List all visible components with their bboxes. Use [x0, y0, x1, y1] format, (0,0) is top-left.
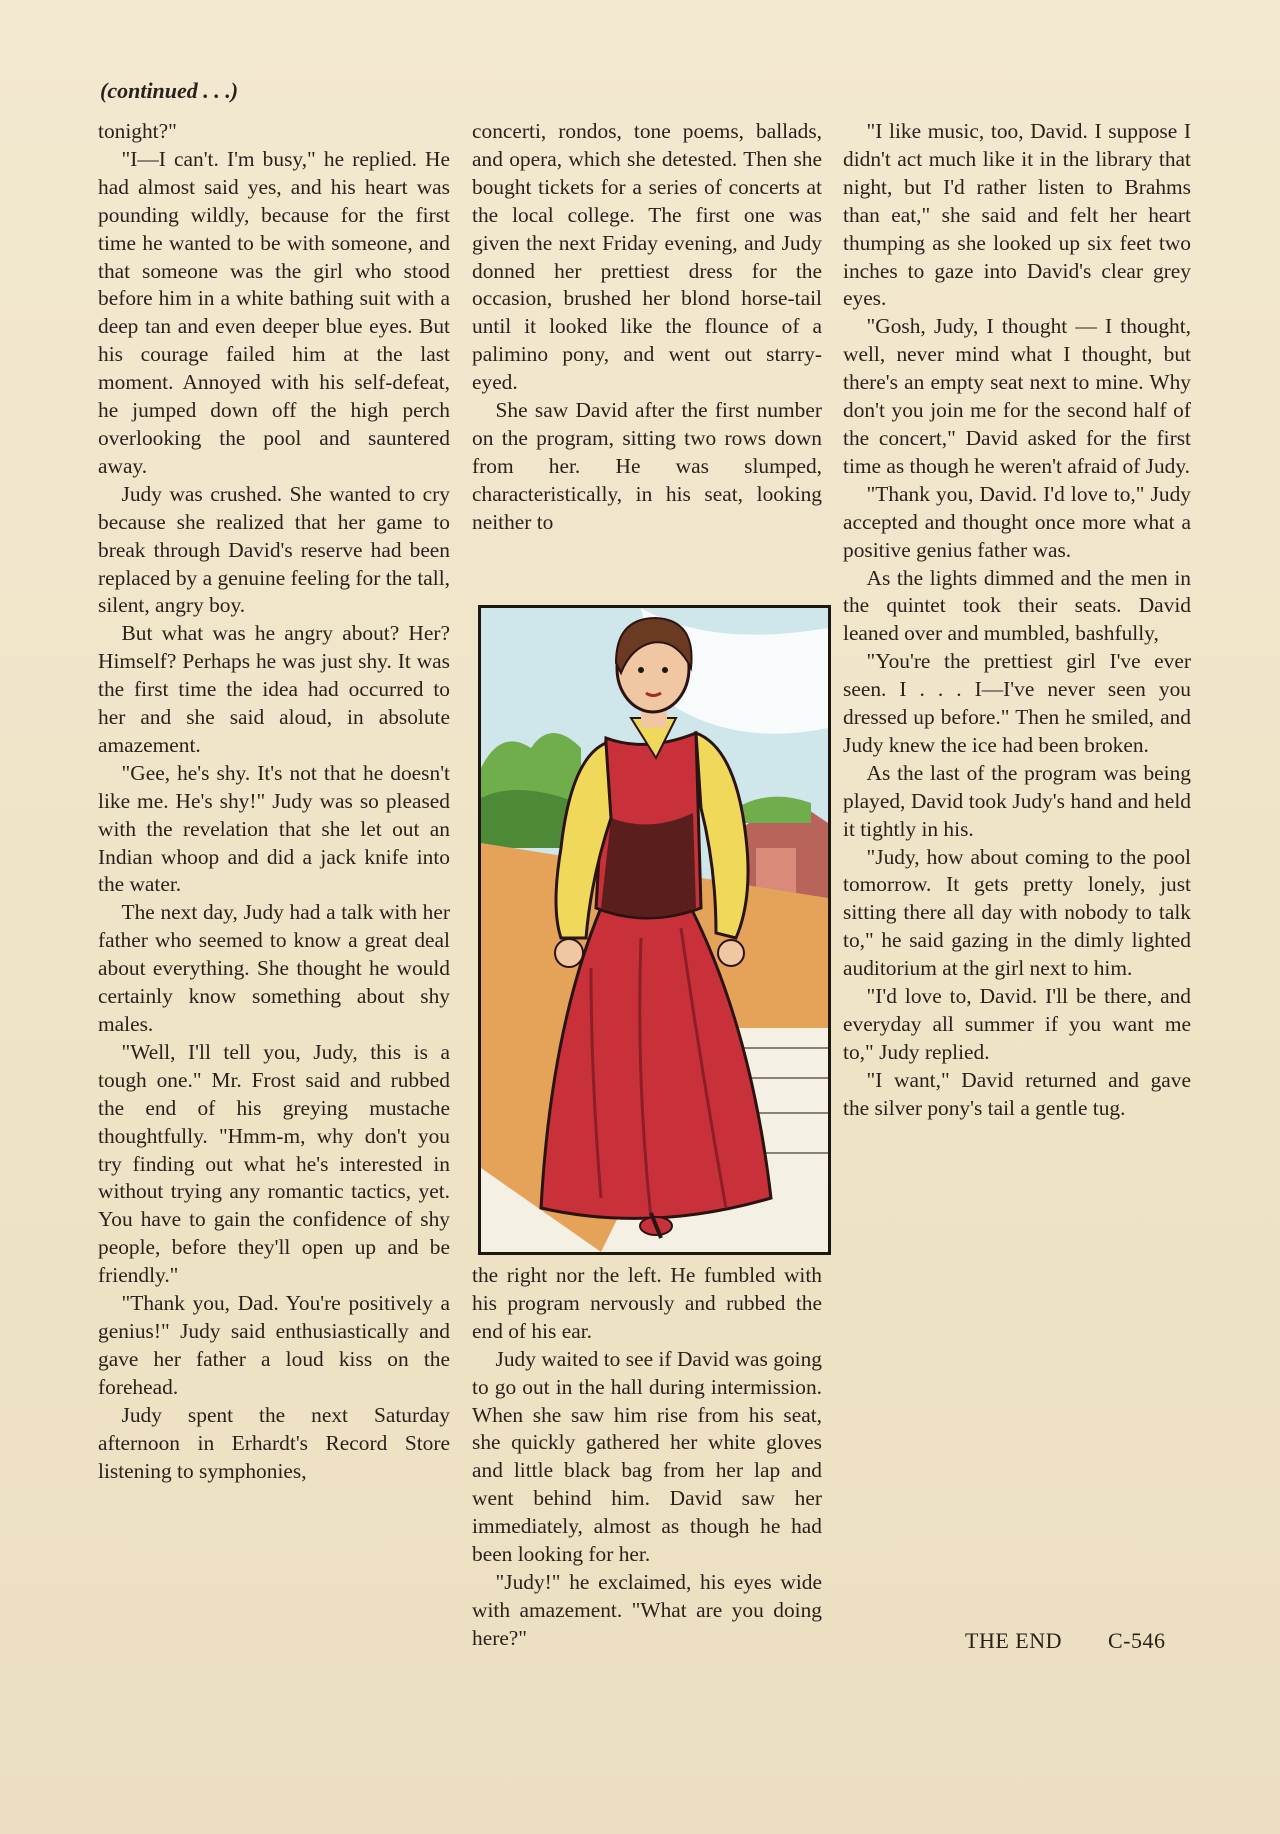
text-column-3 — [843, 118, 1191, 1123]
paragraph: She saw David after the first number on the program, sitting two rows down from her. He was slumped, characteristically, in his seat, looking neither to — [472, 398, 822, 534]
paragraph: The next day, Judy had a talk with her father who seemed to know a great deal about everything. She thought he would certainly know something about shy males. — [98, 900, 450, 1036]
paragraph: "Judy!" he exclaimed, his eyes wide with amazement. "What are you doing here?" — [472, 1569, 822, 1650]
paragraph: "Thank you, David. I'd love to," Judy accepted and thought once more what a positive genius father was. — [843, 481, 1191, 562]
story-code: C-546 — [1107, 1628, 1166, 1653]
paragraph: "I want," David returned and gave the silver pony's tail a gentle tug. — [843, 1067, 1191, 1120]
paragraph: Judy spent the next Saturday afternoon in Erhardt's Record Store listening to symphonies, — [98, 1402, 450, 1483]
story-footer — [965, 1628, 1205, 1654]
paragraph: the right nor the left. He fumbled with his program nervously and rubbed the end of his ear. — [472, 1263, 822, 1343]
girl-walking-illustration — [481, 608, 828, 1252]
the-end-label: THE END — [965, 1628, 1062, 1653]
text-column-1 — [98, 118, 450, 1485]
paragraph: "Thank you, Dad. You're positively a genius!" Judy said enthusiastically and gave her father a loud kiss on the forehead. — [98, 1291, 450, 1399]
paragraph: "Judy, how about coming to the pool tomorrow. It gets pretty lonely, just sitting there all day with nobody to talk to," he said gazing in the dimly lighted auditorium at the girl next to him. — [843, 844, 1191, 981]
paragraph: "I—I can't. I'm busy," he replied. He had almost said yes, and his heart was pounding wildly, because for the first time he wanted to be with someone, and that someone was the girl who stood before him in a white bathing suit with a deep tan and even deeper blue eyes. But his courage failed him at the last moment. Annoyed with his self-defeat, he jumped down off the high perch overlooking the pool and sauntered away. — [98, 146, 450, 478]
paragraph: Judy waited to see if David was going to go out in the hall during intermission. When she saw him rise from his seat, she quickly gathered her white gloves and little black bag from her lap and went behind him. David saw her immediately, almost as though he had been looking for her. — [472, 1346, 822, 1567]
paragraph: "I like music, too, David. I suppose I didn't act much like it in the library that night, but I'd rather listen to Brahms than eat," she said and felt her heart thumping as she looked up six feet two inches to gaze into David's clear grey eyes. — [843, 119, 1191, 311]
paragraph: "Well, I'll tell you, Judy, this is a tough one." Mr. Frost said and rubbed the end of his greying mustache thoughtfully. "Hmm-m, why don't you try finding out what he's interested in without trying any romantic tactics, yet. You have to gain the confidence of shy people, before they'll open up and be friendly." — [98, 1039, 450, 1288]
paragraph: tonight?" — [98, 119, 177, 143]
paragraph: "You're the prettiest girl I've ever seen. I . . . I—I've never seen you dressed up before." Then he smiled, and Judy knew the ice had been broken. — [843, 649, 1191, 757]
text-column-2-top — [472, 118, 822, 537]
paragraph: "Gee, he's shy. It's not that he doesn't like me. He's shy!" Judy was so pleased with the revelation that she let out an Indian whoop and did a jack knife into the water. — [98, 760, 450, 897]
paragraph: concerti, rondos, tone poems, ballads, and opera, which she detested. Then she bought tickets for a series of concerts at the local college. The first one was given the next Friday evening, and Judy donned her prettiest dress for the occasion, brushed her blond horse-tail until it looked like the flounce of a palimino pony, and went out starry-eyed. — [472, 119, 822, 395]
paragraph: "I'd love to, David. I'll be there, and everyday all summer if you want me to," Judy replied. — [843, 984, 1191, 1064]
illustration-panel — [478, 605, 831, 1255]
text-column-2-bottom — [472, 1262, 822, 1653]
paragraph: But what was he angry about? Her? Himself? Perhaps he was just shy. It was the first time the idea had occurred to her and she said aloud, in absolute amazement. — [98, 621, 450, 757]
continued-label: (continued . . .) — [100, 78, 239, 103]
paragraph: As the lights dimmed and the men in the quintet took their seats. David leaned over and mumbled, bashfully, — [843, 565, 1191, 646]
paragraph: As the last of the program was being played, David took Judy's hand and held it tightly in his. — [843, 760, 1191, 841]
paragraph: "Gosh, Judy, I thought — I thought, well, never mind what I thought, but there's an empty seat next to mine. Why don't you join me for the second half of the concert," David asked for the first time as though he weren't afraid of Judy. — [843, 314, 1191, 478]
paragraph: Judy was crushed. She wanted to cry because she realized that her game to break through David's reserve had been replaced by a genuine feeling for the tall, silent, angry boy. — [98, 481, 450, 618]
